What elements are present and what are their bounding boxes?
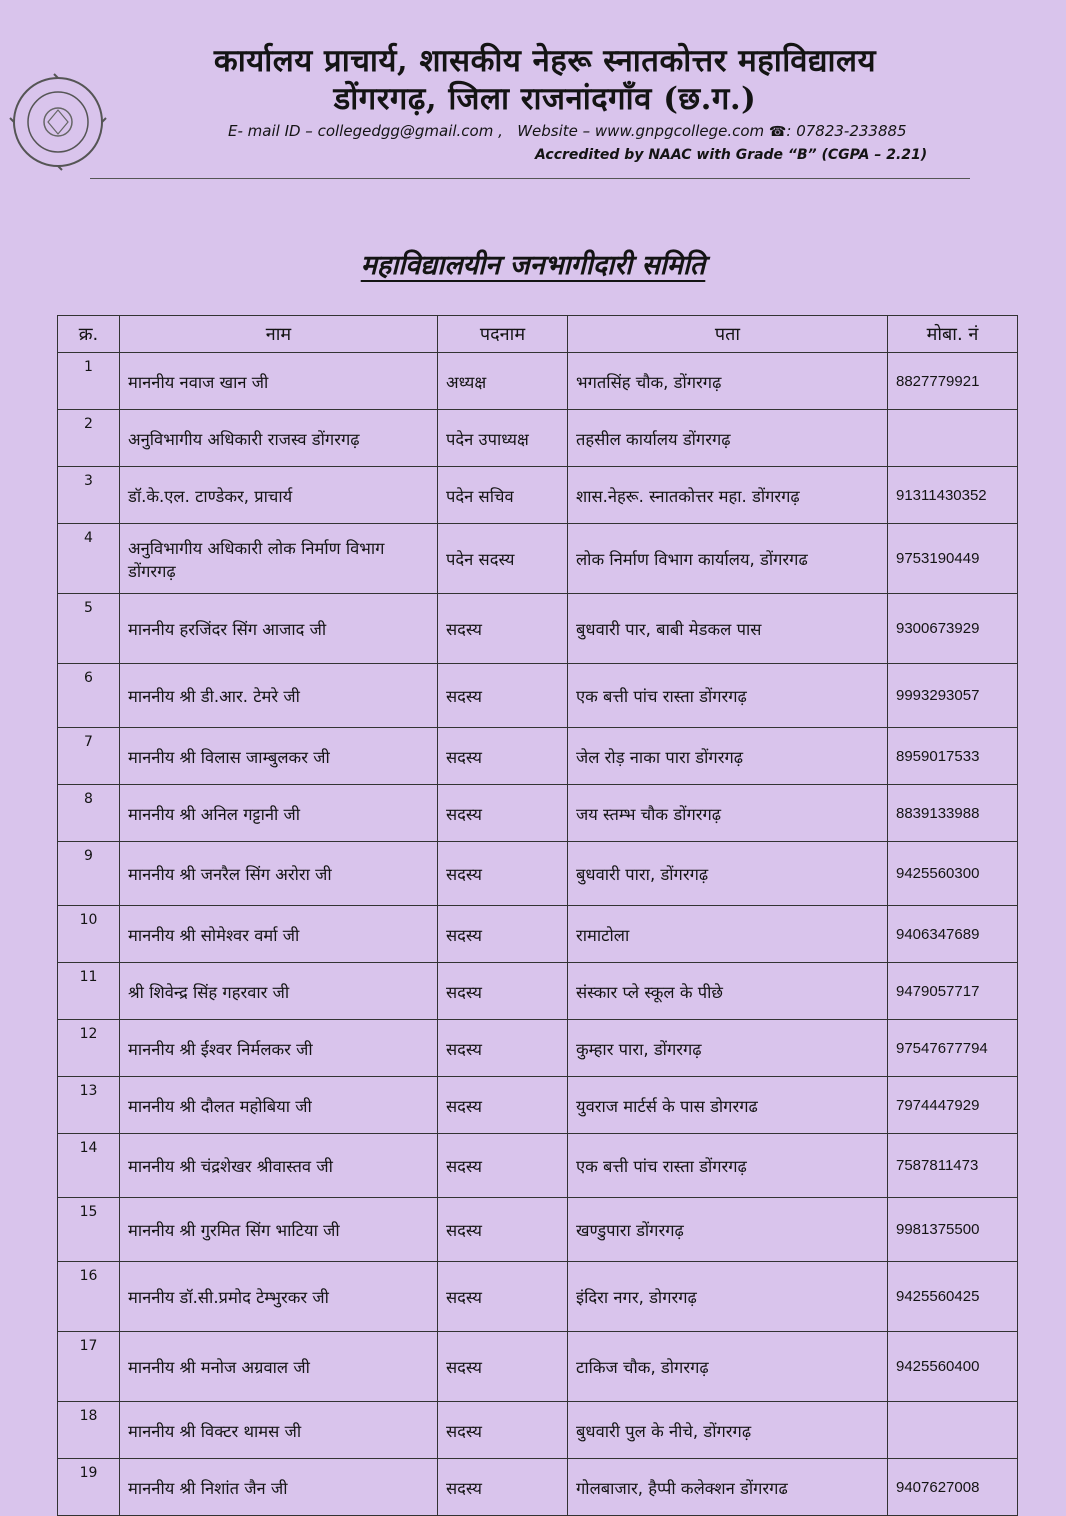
name-cell: माननीय श्री सोमेश्वर वर्मा जी — [120, 906, 438, 963]
post-cell: सदस्य — [438, 1198, 568, 1262]
post-cell: सदस्य — [438, 785, 568, 842]
post-cell: सदस्य — [438, 594, 568, 664]
committee-table — [57, 315, 1018, 1516]
address-cell: कुम्हार पारा, डोंगरगढ़ — [568, 1020, 888, 1077]
post-cell: सदस्य — [438, 1402, 568, 1459]
post-cell: सदस्य — [438, 1134, 568, 1198]
address-cell: युवराज मार्टर्स के पास डोगरगढ — [568, 1077, 888, 1134]
header-mobile: मोबा. नं — [888, 316, 1018, 353]
name-cell: माननीय श्री चंद्रशेखर श्रीवास्तव जी — [120, 1134, 438, 1198]
address-cell: एक बत्ती पांच रास्ता डोंगरगढ़ — [568, 1134, 888, 1198]
name-cell: माननीय श्री जनरैल सिंग अरोरा जी — [120, 842, 438, 906]
table-row — [58, 1262, 1018, 1332]
table-row — [58, 728, 1018, 785]
serial-cell: 4 — [58, 524, 120, 594]
address-cell: रामाटोला — [568, 906, 888, 963]
name-cell: अनुविभागीय अधिकारी लोक निर्माण विभाग डोंगरगढ़ — [120, 524, 438, 594]
address-cell: टाकिज चौक, डोगरगढ़ — [568, 1332, 888, 1402]
header-serial: क्र. — [58, 316, 120, 353]
table-row — [58, 1402, 1018, 1459]
name-cell: माननीय श्री दौलत महोबिया जी — [120, 1077, 438, 1134]
serial-cell: 17 — [58, 1332, 120, 1402]
header-address: पता — [568, 316, 888, 353]
name-cell: माननीय श्री ईश्वर निर्मलकर जी — [120, 1020, 438, 1077]
address-cell: तहसील कार्यालय डोंगरगढ़ — [568, 410, 888, 467]
name-cell: माननीय श्री निशांत जैन जी — [120, 1459, 438, 1516]
post-cell: सदस्य — [438, 1020, 568, 1077]
mobile-cell: 9407627008 — [888, 1459, 1018, 1516]
name-cell: माननीय नवाज खान जी — [120, 353, 438, 410]
mobile-cell: 9981375500 — [888, 1198, 1018, 1262]
document-title — [0, 245, 1066, 282]
table-header-row — [58, 316, 1018, 353]
phone-icon: ☎ — [768, 124, 787, 140]
name-cell: माननीय श्री विक्टर थामस जी — [120, 1402, 438, 1459]
table-row — [58, 906, 1018, 963]
table-row — [58, 410, 1018, 467]
mobile-cell — [888, 1402, 1018, 1459]
address-cell: एक बत्ती पांच रास्ता डोंगरगढ़ — [568, 664, 888, 728]
table-row — [58, 963, 1018, 1020]
post-cell: पदेन सचिव — [438, 467, 568, 524]
address-cell: बुधवारी पारा, डोंगरगढ़ — [568, 842, 888, 906]
serial-cell: 18 — [58, 1402, 120, 1459]
naac-accreditation: Accredited by NAAC with Grade “B” (CGPA – 2.21) — [535, 147, 928, 163]
name-cell: माननीय श्री विलास जाम्बुलकर जी — [120, 728, 438, 785]
serial-cell: 14 — [58, 1134, 120, 1198]
name-cell: श्री शिवेन्द्र सिंह गहरवार जी — [120, 963, 438, 1020]
mobile-cell: 9425560300 — [888, 842, 1018, 906]
header-divider — [90, 178, 970, 179]
post-cell: सदस्य — [438, 1332, 568, 1402]
address-cell: शास.नेहरू. स्नातकोत्तर महा. डोंगरगढ़ — [568, 467, 888, 524]
website-text: Website – www.gnpgcollege.com — [517, 122, 765, 140]
serial-cell: 15 — [58, 1198, 120, 1262]
committee-table-container — [57, 315, 1017, 1516]
address-cell: लोक निर्माण विभाग कार्यालय, डोंगरगढ — [568, 524, 888, 594]
post-cell: पदेन सदस्य — [438, 524, 568, 594]
table-row — [58, 785, 1018, 842]
serial-cell: 16 — [58, 1262, 120, 1332]
table-row — [58, 1020, 1018, 1077]
address-cell: संस्कार प्ले स्कूल के पीछे — [568, 963, 888, 1020]
mobile-cell — [888, 410, 1018, 467]
name-cell: माननीय हरजिंदर सिंग आजाद जी — [120, 594, 438, 664]
college-header-title — [165, 42, 925, 118]
table-row — [58, 842, 1018, 906]
mobile-cell: 8959017533 — [888, 728, 1018, 785]
mobile-cell: 9406347689 — [888, 906, 1018, 963]
address-cell: इंदिरा नगर, डोगरगढ़ — [568, 1262, 888, 1332]
address-cell: गोलबाजार, हैप्पी कलेक्शन डोंगरगढ — [568, 1459, 888, 1516]
post-cell: सदस्य — [438, 1077, 568, 1134]
post-cell: सदस्य — [438, 664, 568, 728]
post-cell: सदस्य — [438, 1459, 568, 1516]
header-title-line2: डोंगरगढ़, जिला राजनांदगाँव (छ.ग.) — [333, 81, 757, 117]
serial-cell: 13 — [58, 1077, 120, 1134]
post-cell: सदस्य — [438, 1262, 568, 1332]
phone-text: : 07823-233885 — [786, 122, 907, 140]
table-row — [58, 1077, 1018, 1134]
college-seal-logo — [8, 72, 108, 172]
post-cell: सदस्य — [438, 842, 568, 906]
mobile-cell: 97547677794 — [888, 1020, 1018, 1077]
post-cell: पदेन उपाध्यक्ष — [438, 410, 568, 467]
serial-cell: 8 — [58, 785, 120, 842]
table-row — [58, 1332, 1018, 1402]
mobile-cell: 9425560400 — [888, 1332, 1018, 1402]
serial-cell: 1 — [58, 353, 120, 410]
table-row — [58, 467, 1018, 524]
post-cell: सदस्य — [438, 963, 568, 1020]
name-cell: माननीय श्री गुरमित सिंग भाटिया जी — [120, 1198, 438, 1262]
name-cell: अनुविभागीय अधिकारी राजस्व डोंगरगढ़ — [120, 410, 438, 467]
serial-cell: 6 — [58, 664, 120, 728]
serial-cell: 10 — [58, 906, 120, 963]
email-text: E- mail ID – collegedgg@gmail.com , — [228, 122, 503, 140]
mobile-cell: 9425560425 — [888, 1262, 1018, 1332]
serial-cell: 19 — [58, 1459, 120, 1516]
mobile-cell: 8827779921 — [888, 353, 1018, 410]
address-cell: जय स्तम्भ चौक डोंगरगढ़ — [568, 785, 888, 842]
post-cell: सदस्य — [438, 728, 568, 785]
mobile-cell: 9753190449 — [888, 524, 1018, 594]
address-cell: भगतसिंह चौक, डोंगरगढ़ — [568, 353, 888, 410]
serial-cell: 3 — [58, 467, 120, 524]
table-row — [58, 1134, 1018, 1198]
serial-cell: 7 — [58, 728, 120, 785]
contact-line — [228, 122, 907, 140]
mobile-cell: 91311430352 — [888, 467, 1018, 524]
table-row — [58, 1459, 1018, 1516]
address-cell: खण्डुपारा डोंगरगढ़ — [568, 1198, 888, 1262]
serial-cell: 5 — [58, 594, 120, 664]
header-name: नाम — [120, 316, 438, 353]
mobile-cell: 9993293057 — [888, 664, 1018, 728]
name-cell: डॉ.के.एल. टाण्डेकर, प्राचार्य — [120, 467, 438, 524]
post-cell: सदस्य — [438, 906, 568, 963]
address-cell: जेल रोड़ नाका पारा डोंगरगढ़ — [568, 728, 888, 785]
table-row — [58, 594, 1018, 664]
table-row — [58, 524, 1018, 594]
mobile-cell: 7587811473 — [888, 1134, 1018, 1198]
address-cell: बुधवारी पार, बाबी मेडकल पास — [568, 594, 888, 664]
name-cell: माननीय डॉ.सी.प्रमोद टेम्भुरकर जी — [120, 1262, 438, 1332]
mobile-cell: 8839133988 — [888, 785, 1018, 842]
table-row — [58, 353, 1018, 410]
header-post: पदनाम — [438, 316, 568, 353]
mobile-cell: 9300673929 — [888, 594, 1018, 664]
serial-cell: 9 — [58, 842, 120, 906]
table-body — [58, 353, 1018, 1516]
document-title-text: महाविद्यालयीन जनभागीदारी समिति — [360, 250, 706, 281]
name-cell: माननीय श्री मनोज अग्रवाल जी — [120, 1332, 438, 1402]
serial-cell: 11 — [58, 963, 120, 1020]
address-cell: बुधवारी पुल के नीचे, डोंगरगढ़ — [568, 1402, 888, 1459]
name-cell: माननीय श्री डी.आर. टेमरे जी — [120, 664, 438, 728]
post-cell: अध्यक्ष — [438, 353, 568, 410]
serial-cell: 12 — [58, 1020, 120, 1077]
mobile-cell: 9479057717 — [888, 963, 1018, 1020]
mobile-cell: 7974447929 — [888, 1077, 1018, 1134]
header-title-line1: कार्यालय प्राचार्य, शासकीय नेहरू स्नातकोत्तर महाविद्यालय — [213, 43, 877, 79]
table-row — [58, 664, 1018, 728]
table-row — [58, 1198, 1018, 1262]
serial-cell: 2 — [58, 410, 120, 467]
name-cell: माननीय श्री अनिल गट्टानी जी — [120, 785, 438, 842]
